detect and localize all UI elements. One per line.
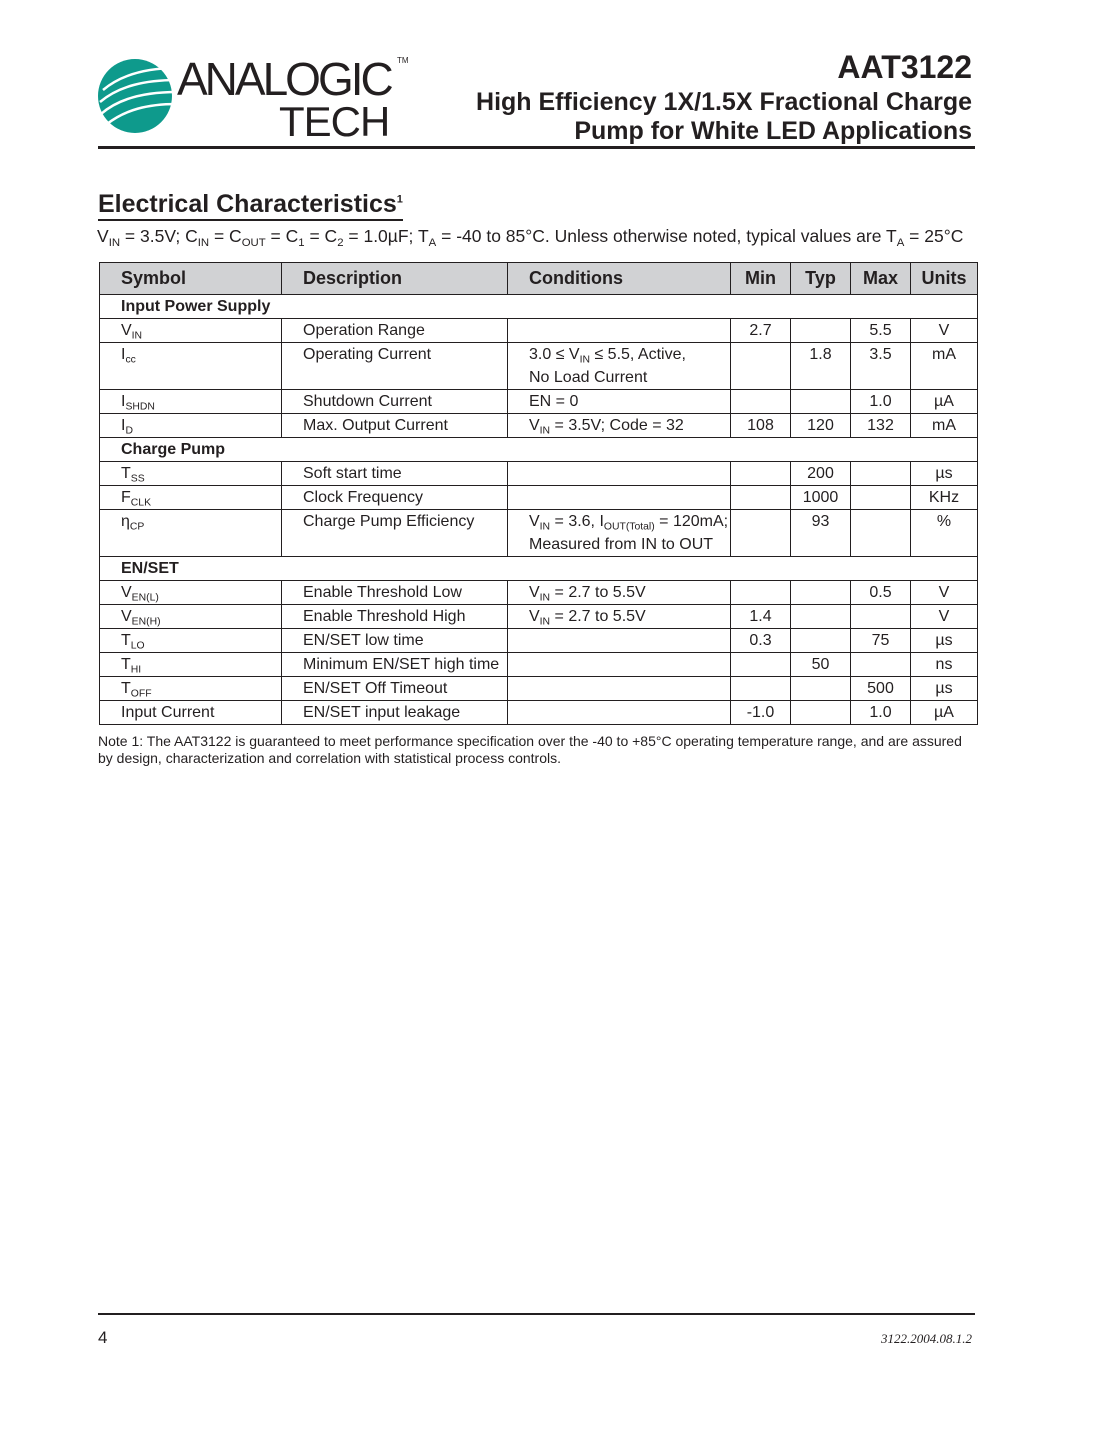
column-header-conditions: Conditions <box>508 263 731 295</box>
conditions-cell <box>508 343 731 390</box>
max-cell: 3.5 <box>851 343 911 390</box>
symbol-cell <box>100 390 282 414</box>
subtitle-line-1: High Efficiency 1X/1.5X Fractional Charge <box>476 88 972 116</box>
description-cell: Clock Frequency <box>282 486 508 510</box>
symbol: I <box>121 346 126 363</box>
symbol-subscript: EN(H) <box>131 616 161 628</box>
symbol: η <box>121 513 130 530</box>
conditions-cell <box>508 605 731 629</box>
typ-cell <box>791 390 851 414</box>
column-header-min: Min <box>731 263 791 295</box>
min-cell: 1.4 <box>731 605 791 629</box>
subscript: IN <box>539 521 551 533</box>
symbol: T <box>121 680 131 697</box>
symbol-subscript: cc <box>125 354 136 366</box>
analogictech-logo <box>97 53 437 145</box>
units-cell: mA <box>911 343 978 390</box>
units-cell: µA <box>911 701 978 725</box>
conditions-cell <box>508 486 731 510</box>
table-row <box>100 390 978 414</box>
test-conditions <box>97 225 963 247</box>
subscript: OUT(Total) <box>603 521 655 533</box>
description-cell: Operating Current <box>282 343 508 390</box>
symbol-cell <box>100 414 282 438</box>
symbol: V <box>121 584 132 601</box>
table-row <box>100 581 978 605</box>
conditions-cell <box>508 390 731 414</box>
text-segment: V <box>97 226 109 246</box>
units-cell: µA <box>911 390 978 414</box>
subscript: IN <box>539 425 551 437</box>
condition-line <box>529 581 730 604</box>
units-cell: V <box>911 319 978 343</box>
column-header-typ: Typ <box>791 263 851 295</box>
symbol: F <box>121 489 131 506</box>
text-segment: = 3.5V; Code = 32 <box>550 417 684 434</box>
symbol-cell <box>100 653 282 677</box>
symbol: I <box>121 417 126 434</box>
symbol-subscript: EN(L) <box>131 592 159 604</box>
typ-cell: 200 <box>791 462 851 486</box>
typ-cell <box>791 701 851 725</box>
footer-rule <box>98 1313 975 1315</box>
electrical-characteristics-table <box>99 262 978 725</box>
table-row <box>100 343 978 390</box>
symbol-cell <box>100 581 282 605</box>
footnote: Note 1: The AAT3122 is guaranteed to meet performance specification over the -40 to +85°C operating temperature range, and are assured by design, characterization and correlation with statistical process controls. <box>98 733 962 766</box>
max-cell: 5.5 <box>851 319 911 343</box>
conditions-cell <box>508 629 731 653</box>
symbol-cell <box>100 486 282 510</box>
min-cell <box>731 581 791 605</box>
document-subtitle <box>476 88 972 146</box>
description-cell: EN/SET input leakage <box>282 701 508 725</box>
table-row <box>100 486 978 510</box>
description-cell: Minimum EN/SET high time <box>282 653 508 677</box>
max-cell: 0.5 <box>851 581 911 605</box>
symbol-cell <box>100 677 282 701</box>
units-cell: V <box>911 605 978 629</box>
symbol-subscript: SS <box>130 473 145 485</box>
max-cell: 75 <box>851 629 911 653</box>
symbol-subscript: CLK <box>130 497 151 509</box>
symbol-cell <box>100 462 282 486</box>
text-segment: V <box>529 513 540 530</box>
typ-cell: 120 <box>791 414 851 438</box>
min-cell <box>731 486 791 510</box>
subscript: IN <box>579 354 590 366</box>
subscript: A <box>896 236 905 249</box>
text-segment: = C <box>304 226 338 246</box>
symbol: V <box>121 322 132 339</box>
symbol-subscript: IN <box>131 330 143 342</box>
min-cell <box>731 510 791 557</box>
table-row <box>100 605 978 629</box>
symbol-subscript: CP <box>129 521 145 533</box>
symbol-cell <box>100 605 282 629</box>
max-cell <box>851 486 911 510</box>
section-title <box>98 190 403 221</box>
text-segment: V <box>529 584 540 601</box>
units-cell: µs <box>911 629 978 653</box>
description-cell: Shutdown Current <box>282 390 508 414</box>
conditions-cell <box>508 510 731 557</box>
text-segment: = 1.0µF; T <box>343 226 429 246</box>
table-row <box>100 414 978 438</box>
header-rule <box>98 146 975 149</box>
description-cell: EN/SET Off Timeout <box>282 677 508 701</box>
min-cell: 0.3 <box>731 629 791 653</box>
units-cell: µs <box>911 462 978 486</box>
logo-text-tech: TECH <box>279 98 390 145</box>
table-row <box>100 629 978 653</box>
description-cell: Enable Threshold High <box>282 605 508 629</box>
conditions-cell <box>508 462 731 486</box>
condition-line <box>529 414 730 437</box>
symbol: V <box>121 608 132 625</box>
logo-globe-icon <box>97 58 177 136</box>
symbol: T <box>121 465 131 482</box>
symbol-subscript: D <box>125 425 133 437</box>
table-header-row <box>100 263 978 295</box>
text-segment: V <box>529 417 540 434</box>
subscript: IN <box>539 592 551 604</box>
symbol: Input Current <box>121 704 215 721</box>
typ-cell: 50 <box>791 653 851 677</box>
document-id: 3122.2004.08.1.2 <box>881 1331 972 1346</box>
typ-cell <box>791 581 851 605</box>
condition-line <box>529 510 730 533</box>
max-cell <box>851 653 911 677</box>
conditions-cell <box>508 414 731 438</box>
symbol-cell <box>100 701 282 725</box>
column-header-symbol: Symbol <box>100 263 282 295</box>
table-and-note <box>99 262 979 767</box>
max-cell: 1.0 <box>851 701 911 725</box>
typ-cell: 1.8 <box>791 343 851 390</box>
symbol-cell <box>100 629 282 653</box>
text-segment: = 2.7 to 5.5V <box>550 608 646 625</box>
symbol: I <box>121 393 126 410</box>
table-row <box>100 701 978 725</box>
typ-cell <box>791 605 851 629</box>
symbol-subscript: OFF <box>130 688 152 700</box>
description-cell: EN/SET low time <box>282 629 508 653</box>
condition-line <box>529 533 730 556</box>
subtitle-line-2: Pump for White LED Applications <box>574 117 972 145</box>
max-cell: 1.0 <box>851 390 911 414</box>
table-row <box>100 510 978 557</box>
logo-trademark: TM <box>397 56 409 65</box>
min-cell <box>731 343 791 390</box>
conditions-cell <box>508 677 731 701</box>
symbol-subscript: LO <box>130 640 145 652</box>
page-number: 4 <box>98 1328 108 1347</box>
min-cell: -1.0 <box>731 701 791 725</box>
condition-line <box>529 605 730 628</box>
typ-cell: 93 <box>791 510 851 557</box>
text-segment: = 2.7 to 5.5V <box>550 584 646 601</box>
text-segment: = -40 to 85°C. Unless otherwise noted, typical values are T <box>436 226 897 246</box>
subscript: IN <box>108 236 121 249</box>
text-segment: V <box>529 608 540 625</box>
units-cell: mA <box>911 414 978 438</box>
symbol: T <box>121 632 131 649</box>
symbol-subscript: HI <box>130 664 142 676</box>
text-segment: ≤ 5.5, Active, <box>590 346 686 363</box>
symbol-cell <box>100 319 282 343</box>
conditions-cell <box>508 701 731 725</box>
text-segment: = 3.5V; C <box>120 226 198 246</box>
text-segment: 3.0 ≤ V <box>529 346 580 363</box>
section-row <box>100 557 978 581</box>
min-cell: 2.7 <box>731 319 791 343</box>
typ-cell <box>791 629 851 653</box>
description-cell: Operation Range <box>282 319 508 343</box>
units-cell: V <box>911 581 978 605</box>
subscript: A <box>428 236 437 249</box>
min-cell: 108 <box>731 414 791 438</box>
symbol-cell <box>100 343 282 390</box>
conditions-cell <box>508 581 731 605</box>
max-cell <box>851 605 911 629</box>
description-cell: Charge Pump Efficiency <box>282 510 508 557</box>
typ-cell: 1000 <box>791 486 851 510</box>
symbol-subscript: SHDN <box>125 401 155 413</box>
min-cell <box>731 462 791 486</box>
description-cell: Enable Threshold Low <box>282 581 508 605</box>
table-row <box>100 677 978 701</box>
max-cell: 132 <box>851 414 911 438</box>
max-cell: 500 <box>851 677 911 701</box>
section-row <box>100 438 978 462</box>
text-segment: Measured from IN to OUT <box>529 536 714 553</box>
column-header-description: Description <box>282 263 508 295</box>
symbol-cell <box>100 510 282 557</box>
description-cell: Max. Output Current <box>282 414 508 438</box>
section-row <box>100 295 978 319</box>
text-segment: = C <box>265 226 299 246</box>
text-segment: = C <box>209 226 242 246</box>
section-label: Charge Pump <box>100 438 978 462</box>
column-header-units: Units <box>911 263 978 295</box>
typ-cell <box>791 319 851 343</box>
subscript: IN <box>197 236 210 249</box>
min-cell <box>731 390 791 414</box>
text-segment: = 3.6, I <box>550 513 604 530</box>
conditions-cell <box>508 319 731 343</box>
conditions-cell <box>508 653 731 677</box>
part-number: AAT3122 <box>837 49 972 85</box>
units-cell: % <box>911 510 978 557</box>
section-label: Input Power Supply <box>100 295 978 319</box>
text-segment: = 25°C <box>904 226 964 246</box>
min-cell <box>731 677 791 701</box>
subscript: OUT <box>241 236 266 249</box>
section-label: EN/SET <box>100 557 978 581</box>
text-segment: EN = 0 <box>529 393 579 410</box>
subscript: 1 <box>298 236 305 249</box>
typ-cell <box>791 677 851 701</box>
symbol: T <box>121 656 131 673</box>
logo-text-analogic: ANALOGIC <box>177 53 391 105</box>
units-cell: ns <box>911 653 978 677</box>
description-cell: Soft start time <box>282 462 508 486</box>
subscript: 2 <box>337 236 344 249</box>
table-row <box>100 319 978 343</box>
text-segment: No Load Current <box>529 369 648 386</box>
table-row <box>100 462 978 486</box>
condition-line <box>529 366 730 389</box>
column-header-max: Max <box>851 263 911 295</box>
footnote-ref: 1 <box>396 193 403 206</box>
max-cell <box>851 462 911 486</box>
condition-line <box>529 343 730 366</box>
subscript: IN <box>539 616 551 628</box>
max-cell <box>851 510 911 557</box>
text-segment: = 120mA; <box>654 513 729 530</box>
section-title-text: Electrical Characteristics <box>98 190 397 218</box>
min-cell <box>731 653 791 677</box>
table-row <box>100 653 978 677</box>
units-cell: µs <box>911 677 978 701</box>
units-cell: KHz <box>911 486 978 510</box>
condition-line <box>529 390 730 413</box>
